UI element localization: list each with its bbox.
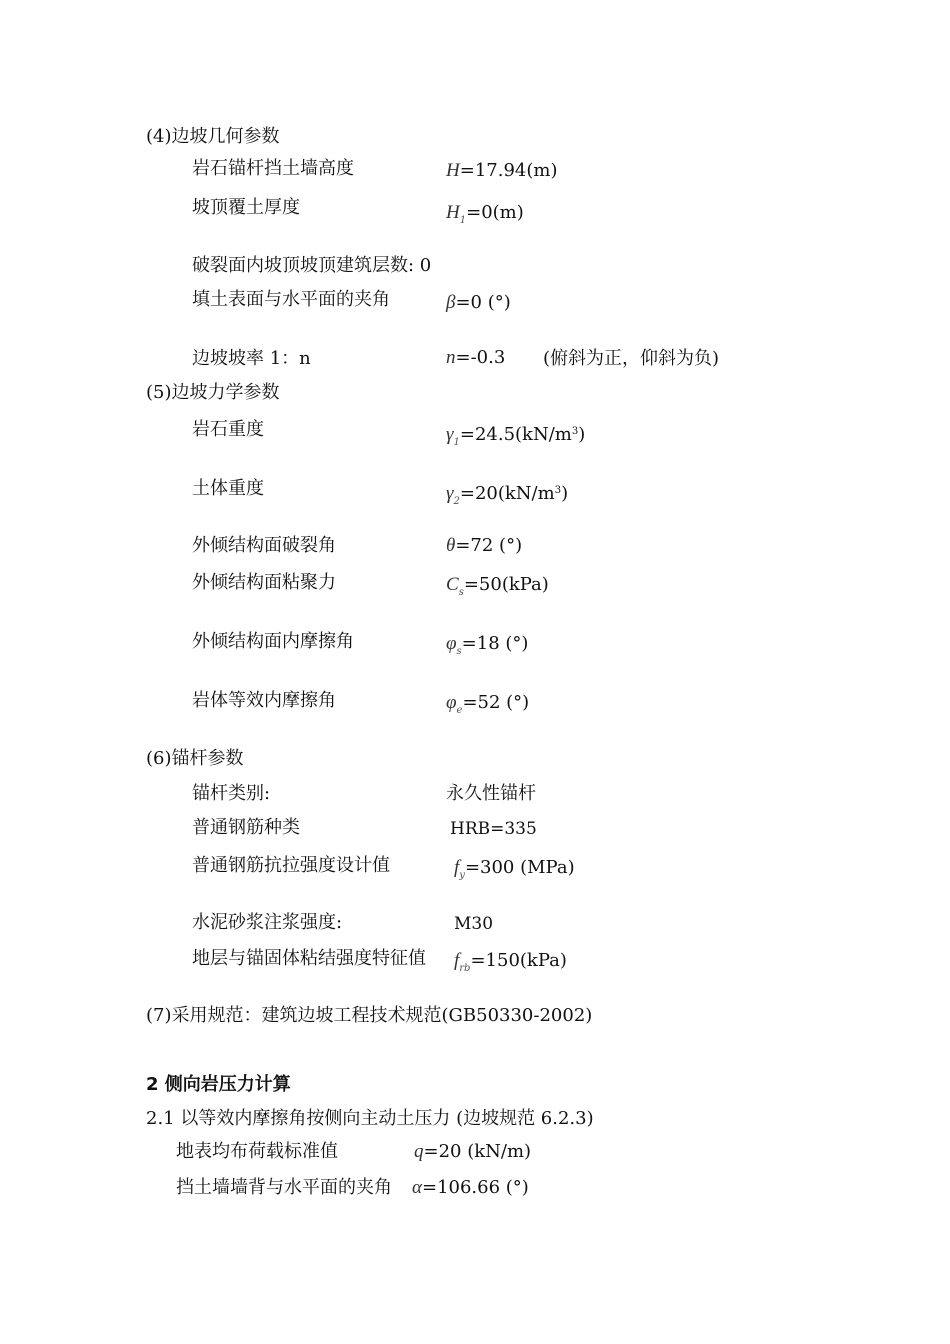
steel-type-label: 普通钢筋种类	[192, 817, 300, 838]
slope-ratio-label: 边坡坡率 1：n	[192, 348, 311, 369]
tensile-strength-label: 普通钢筋抗拉强度设计值	[192, 855, 390, 876]
fracture-angle-formula: θ=72 (°)	[446, 535, 523, 556]
surface-load-formula: q=20 (kN/m)	[414, 1141, 532, 1162]
equivalent-friction-formula: $\varphi_e=52$ (°)	[446, 692, 530, 716]
grout-strength-label: 水泥砂浆注浆强度:	[192, 912, 343, 933]
anchor-type-value: 永久性锚杆	[446, 783, 536, 804]
soil-weight-formula: $\gamma_2=20(kN/m^3)$	[446, 483, 569, 507]
wall-back-angle-formula: α=106.66 (°)	[412, 1177, 529, 1198]
bond-strength-label: 地层与锚固体粘结强度特征值	[192, 948, 426, 969]
soil-weight-label: 土体重度	[192, 478, 264, 499]
cohesion-label: 外倾结构面粘聚力	[192, 572, 336, 593]
rock-weight-label: 岩石重度	[192, 419, 264, 440]
soil-thickness-label: 坡顶覆土厚度	[192, 197, 300, 218]
wall-height-formula: H=17.94(m)	[446, 160, 558, 181]
section-7-code-reference: (7)采用规范：建筑边坡工程技术规范(GB50330-2002)	[146, 1005, 593, 1026]
tensile-strength-formula: $f_y=300$ (MPa)	[454, 857, 575, 881]
slope-ratio-formula: n=-0.3	[446, 347, 506, 368]
surface-load-label: 地表均布荷载标准值	[176, 1141, 338, 1162]
soil-thickness-formula: $H_1=0(m)$	[446, 202, 524, 226]
building-floors-text: 破裂面内坡顶坡顶建筑层数: 0	[192, 255, 432, 276]
section-5-heading: (5)边坡力学参数	[146, 382, 280, 403]
fill-angle-formula: β=0 (°)	[446, 292, 511, 313]
section-4-heading: (4)边坡几何参数	[146, 126, 280, 147]
fracture-angle-label: 外倾结构面破裂角	[192, 535, 336, 556]
wall-back-angle-label: 挡土墙墙背与水平面的夹角	[176, 1177, 392, 1198]
rock-weight-formula: $\gamma_1=24.5(kN/m^3)$	[446, 424, 586, 448]
section-2-heading: 2 侧向岩压力计算	[146, 1074, 291, 1095]
friction-angle-formula: $\varphi_s=18$ (°)	[446, 633, 529, 657]
section-6-heading: (6)锚杆参数	[146, 748, 244, 769]
section-2-1-heading: 2.1 以等效内摩擦角按侧向主动土压力 (边坡规范 6.2.3)	[146, 1108, 594, 1129]
wall-height-label: 岩石锚杆挡土墙高度	[192, 158, 354, 179]
cohesion-formula: $C_s=50(kPa)$	[446, 574, 549, 598]
grout-strength-value: M30	[454, 914, 494, 934]
steel-type-value: HRB=335	[450, 819, 537, 839]
fill-angle-label: 填土表面与水平面的夹角	[192, 289, 390, 310]
anchor-type-label: 锚杆类别:	[192, 783, 271, 804]
equivalent-friction-label: 岩体等效内摩擦角	[192, 690, 336, 711]
friction-angle-label: 外倾结构面内摩擦角	[192, 631, 354, 652]
slope-ratio-note: (俯斜为正，仰斜为负)	[543, 348, 720, 369]
bond-strength-formula: $f_{rb}=150(kPa)$	[454, 950, 567, 974]
